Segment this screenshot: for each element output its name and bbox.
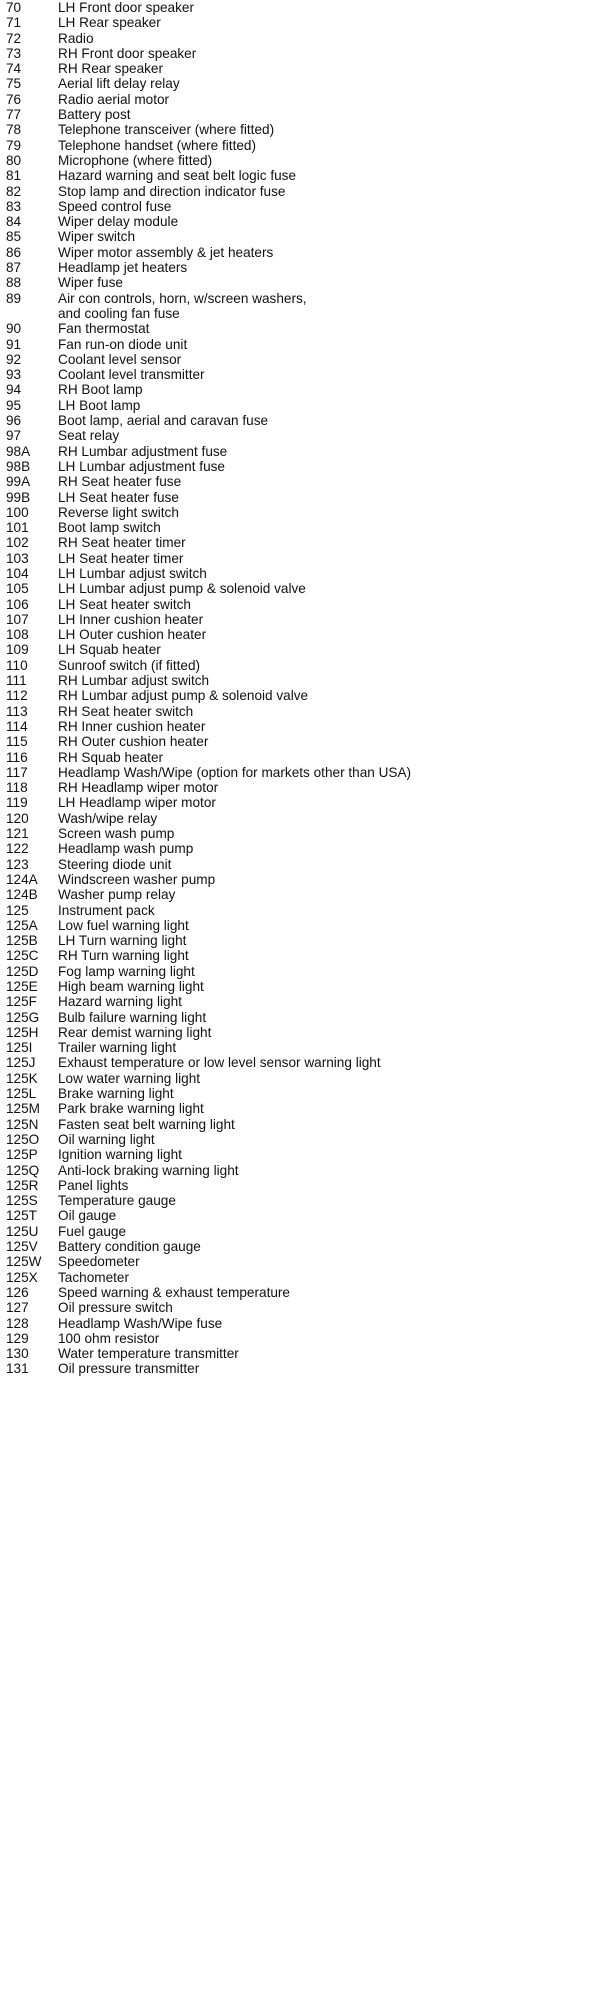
- legend-row: [6, 1055, 606, 1070]
- legend-number: 91: [6, 336, 22, 352]
- legend-description: RH Headlamp wiper motor: [58, 780, 219, 796]
- legend-description: LH Headlamp wiper motor: [58, 795, 216, 811]
- legend-row: [6, 1163, 606, 1178]
- legend-row: [6, 1361, 606, 1376]
- legend-description: RH Rear speaker: [58, 61, 164, 77]
- legend-row: [6, 122, 606, 137]
- legend-number: 125Q: [6, 1162, 40, 1178]
- legend-row: [6, 1117, 606, 1132]
- legend-row: [6, 887, 606, 902]
- legend-row: [6, 1010, 606, 1025]
- legend-row: [6, 490, 606, 505]
- legend-number: 76: [6, 91, 22, 107]
- legend-number: 118: [6, 780, 28, 796]
- legend-description: LH Inner cushion heater: [58, 611, 204, 627]
- legend-number: 116: [6, 749, 28, 765]
- legend-description: RH Boot lamp: [58, 382, 143, 398]
- legend-description: Battery condition gauge: [58, 1239, 201, 1255]
- legend-number: 125O: [6, 1131, 40, 1147]
- legend-row: [6, 535, 606, 550]
- legend-description: Rear demist warning light: [58, 1024, 212, 1040]
- legend-number: 113: [6, 703, 28, 719]
- legend-row: [6, 765, 606, 780]
- legend-number: 78: [6, 122, 22, 138]
- legend-description: LH Turn warning light: [58, 933, 187, 949]
- legend-number: 125D: [6, 963, 39, 979]
- legend-description: RH Turn warning light: [58, 948, 189, 964]
- legend-number: 74: [6, 61, 22, 77]
- legend-row: [6, 642, 606, 657]
- legend-description: Steering diode unit: [58, 856, 172, 872]
- legend-row: [6, 826, 606, 841]
- legend-description: RH Lumbar adjustment fuse: [58, 443, 228, 459]
- legend-row: [6, 1071, 606, 1086]
- legend-number: 124A: [6, 871, 38, 887]
- legend-number: 125P: [6, 1147, 38, 1163]
- legend-description: RH Front door speaker: [58, 45, 197, 61]
- legend-number: 102: [6, 535, 29, 551]
- legend-description: LH Rear speaker: [58, 15, 161, 31]
- legend-number: 104: [6, 565, 29, 581]
- legend-number: 100: [6, 504, 29, 520]
- legend-row: [6, 551, 606, 566]
- legend-number: 79: [6, 137, 22, 153]
- legend-number: 125F: [6, 994, 37, 1010]
- legend-description: Instrument pack: [58, 902, 155, 918]
- legend-description: Wash/wipe relay: [58, 810, 158, 826]
- legend-row: [6, 734, 606, 749]
- legend-number: 73: [6, 45, 22, 61]
- legend-row: [6, 92, 606, 107]
- legend-number: 125S: [6, 1193, 38, 1209]
- legend-number: 110: [6, 657, 28, 673]
- legend-description: LH Squab heater: [58, 642, 161, 658]
- legend-row: [6, 1193, 606, 1208]
- legend-number: 89: [6, 290, 22, 306]
- legend-description: Trailer warning light: [58, 1040, 177, 1056]
- legend-row: [6, 1270, 606, 1285]
- legend-row: [6, 505, 606, 520]
- legend-number: 125I: [6, 1040, 33, 1056]
- legend-description: Fog lamp warning light: [58, 963, 195, 979]
- legend-number: 127: [6, 1300, 29, 1316]
- legend-row: [6, 444, 606, 459]
- legend-row: [6, 382, 606, 397]
- legend-description: RH Lumbar adjust pump & solenoid valve: [58, 688, 309, 704]
- legend-description: Fan run-on diode unit: [58, 336, 188, 352]
- legend-number: 131: [6, 1361, 29, 1377]
- legend-description: LH Seat heater switch: [58, 596, 191, 612]
- legend-description: Telephone transceiver (where fitted): [58, 122, 275, 138]
- legend-row: [6, 1300, 606, 1315]
- legend-description: Low water warning light: [58, 1070, 201, 1086]
- legend-number: 98A: [6, 443, 31, 459]
- legend-row: [6, 199, 606, 214]
- legend-description: Oil warning light: [58, 1131, 155, 1147]
- legend-description: Headlamp Wash/Wipe fuse: [58, 1315, 223, 1331]
- legend-row: [6, 1224, 606, 1239]
- legend-number: 125J: [6, 1055, 36, 1071]
- legend-row: [6, 750, 606, 765]
- legend-number: 83: [6, 198, 22, 214]
- legend-row: [6, 1132, 606, 1147]
- legend-number: 125E: [6, 979, 38, 994]
- legend-number: 125M: [6, 1101, 41, 1117]
- legend-description: Boot lamp switch: [58, 520, 161, 536]
- legend-row: [6, 76, 606, 91]
- legend-number: 125N: [6, 1116, 39, 1132]
- legend-description: Fuel gauge: [58, 1223, 127, 1239]
- legend-row: [6, 1086, 606, 1101]
- legend-description: LH Lumbar adjustment fuse: [58, 458, 225, 474]
- legend-description: Wiper switch: [58, 229, 136, 245]
- legend-number: 120: [6, 810, 29, 826]
- legend-row: [6, 138, 606, 153]
- legend-description: Headlamp wash pump: [58, 841, 194, 857]
- legend-row: [6, 352, 606, 367]
- legend-description: RH Inner cushion heater: [58, 718, 206, 734]
- legend-number: 125X: [6, 1269, 38, 1285]
- legend-description: Telephone handset (where fitted): [58, 137, 256, 153]
- legend-description: Speedometer: [58, 1254, 140, 1270]
- legend-description: Microphone (where fitted): [58, 152, 213, 168]
- legend-row: [6, 306, 606, 321]
- legend-number: 126: [6, 1284, 29, 1300]
- legend-description: Hazard warning and seat belt logic fuse: [58, 168, 297, 184]
- legend-row: [6, 780, 606, 795]
- legend-number: 114: [6, 718, 28, 734]
- legend-row: [6, 61, 606, 76]
- legend-description: LH Lumbar adjust pump & solenoid valve: [58, 581, 306, 597]
- legend-row: [6, 1101, 606, 1116]
- legend-row: [6, 994, 606, 1009]
- legend-number: 125K: [6, 1070, 38, 1086]
- legend-row: [6, 31, 606, 46]
- legend-number: 77: [6, 107, 22, 123]
- legend-number: 96: [6, 413, 22, 429]
- legend-row: [6, 1208, 606, 1223]
- legend-row: [6, 872, 606, 887]
- legend-row: [6, 1025, 606, 1040]
- legend-row: [6, 275, 606, 290]
- legend-number: 125G: [6, 1009, 40, 1025]
- legend-row: [6, 1040, 606, 1055]
- legend-number: 125T: [6, 1208, 37, 1224]
- legend-row: [6, 229, 606, 244]
- legend-description: Fan thermostat: [58, 321, 150, 337]
- legend-description: LH Lumbar adjust switch: [58, 565, 207, 581]
- legend-description: Battery post: [58, 107, 131, 123]
- legend-description: Anti-lock braking warning light: [58, 1162, 239, 1178]
- legend-description: LH Front door speaker: [58, 0, 195, 15]
- legend-description: Panel lights: [58, 1177, 129, 1193]
- legend-number: 98B: [6, 458, 31, 474]
- legend-number: 92: [6, 351, 22, 367]
- legend-row: [6, 933, 606, 948]
- legend-row: [6, 184, 606, 199]
- legend-description: Screen wash pump: [58, 826, 175, 842]
- legend-row: [6, 337, 606, 352]
- legend-row: [6, 1285, 606, 1300]
- legend-row: [6, 841, 606, 856]
- legend-row: [6, 795, 606, 810]
- legend-description: Exhaust temperature or low level sensor warning light: [58, 1055, 381, 1071]
- legend-number: 108: [6, 627, 29, 643]
- legend-description: RH Seat heater timer: [58, 535, 186, 551]
- legend-description: Wiper delay module: [58, 214, 179, 230]
- legend-description: Oil gauge: [58, 1208, 117, 1224]
- legend-row: [6, 581, 606, 596]
- legend-number: 124B: [6, 887, 38, 903]
- legend-description: Wiper fuse: [58, 275, 123, 291]
- legend-description: Oil pressure switch: [58, 1300, 173, 1316]
- legend-number: 125L: [6, 1086, 37, 1102]
- legend-row: [6, 1239, 606, 1254]
- legend-number: 90: [6, 321, 22, 337]
- legend-row: [6, 979, 606, 994]
- legend-number: 71: [6, 15, 22, 31]
- legend-number: 121: [6, 826, 29, 842]
- legend-number: 106: [6, 596, 29, 612]
- legend-description: LH Outer cushion heater: [58, 627, 207, 643]
- legend-row: [6, 964, 606, 979]
- legend-number: 128: [6, 1315, 29, 1331]
- legend-description: Headlamp jet heaters: [58, 260, 188, 276]
- legend-description: RH Seat heater fuse: [58, 474, 182, 490]
- legend-number: 125R: [6, 1177, 39, 1193]
- legend-row: [6, 153, 606, 168]
- legend-number: [6, 306, 58, 321]
- legend-description: Bulb failure warning light: [58, 1009, 207, 1025]
- legend-description: Reverse light switch: [58, 504, 179, 520]
- legend-description: Fasten seat belt warning light: [58, 1116, 235, 1132]
- legend-description: Stop lamp and direction indicator fuse: [58, 183, 286, 199]
- legend-row: [6, 428, 606, 443]
- legend-description: Radio aerial motor: [58, 91, 170, 107]
- legend-row: [6, 474, 606, 489]
- legend-row: [6, 811, 606, 826]
- legend-number: 125C: [6, 948, 39, 964]
- legend-number: 107: [6, 611, 29, 627]
- legend-row: [6, 520, 606, 535]
- legend-number: 94: [6, 382, 22, 398]
- legend-number: 75: [6, 76, 22, 92]
- legend-description: Wiper motor assembly & jet heaters: [58, 244, 274, 260]
- legend-row: [6, 1147, 606, 1162]
- legend-number: 95: [6, 397, 22, 413]
- legend-number: 125H: [6, 1024, 39, 1040]
- legend-row: [6, 46, 606, 61]
- legend-number: 81: [6, 168, 22, 184]
- legend-description: Tachometer: [58, 1269, 130, 1285]
- legend-description: RH Outer cushion heater: [58, 734, 209, 750]
- legend-description: Radio: [58, 30, 94, 46]
- legend-row: [6, 413, 606, 428]
- legend-row: [6, 214, 606, 229]
- legend-description: Speed warning & exhaust temperature: [58, 1284, 290, 1300]
- legend-row: [6, 704, 606, 719]
- legend-number: 125V: [6, 1239, 38, 1255]
- legend-description: LH Boot lamp: [58, 397, 141, 413]
- legend-number: 80: [6, 152, 22, 168]
- legend-number: 88: [6, 275, 22, 291]
- legend-row: [6, 719, 606, 734]
- legend-number: 125B: [6, 933, 38, 949]
- legend-number: 72: [6, 30, 22, 46]
- legend-description: Washer pump relay: [58, 887, 176, 903]
- legend-description: Headlamp Wash/Wipe (option for markets other than USA): [58, 764, 412, 780]
- legend-row: [6, 1331, 606, 1346]
- legend-row: [6, 15, 606, 30]
- legend-row: [6, 168, 606, 183]
- legend-description: Windscreen washer pump: [58, 871, 216, 887]
- legend-number: 86: [6, 244, 22, 260]
- legend-row: [6, 688, 606, 703]
- legend-number: 99A: [6, 474, 31, 490]
- legend-number: 119: [6, 795, 28, 811]
- legend-row: [6, 597, 606, 612]
- legend-number: 117: [6, 764, 28, 780]
- legend-row: [6, 245, 606, 260]
- legend-row: [6, 673, 606, 688]
- legend-description: Air con controls, horn, w/screen washers,: [58, 290, 307, 306]
- legend-description: Brake warning light: [58, 1086, 174, 1102]
- legend-row: [6, 612, 606, 627]
- legend-description: and cooling fan fuse: [58, 305, 180, 321]
- legend-description: Ignition warning light: [58, 1147, 182, 1163]
- legend-number: 125A: [6, 917, 38, 933]
- legend-description: RH Seat heater switch: [58, 703, 194, 719]
- legend-description: Hazard warning light: [58, 994, 182, 1010]
- legend-description: Sunroof switch (if fitted): [58, 657, 201, 673]
- legend-number: 105: [6, 581, 29, 597]
- legend-row: [6, 1254, 606, 1269]
- legend-number: 123: [6, 856, 29, 872]
- legend-number: 125W: [6, 1254, 42, 1270]
- legend-row: [6, 459, 606, 474]
- legend-row: [6, 398, 606, 413]
- legend-row: [6, 291, 606, 306]
- legend-description: Aerial lift delay relay: [58, 76, 180, 92]
- legend-row: [6, 857, 606, 872]
- legend-row: [6, 367, 606, 382]
- legend-number: 129: [6, 1330, 29, 1346]
- legend-number: 99B: [6, 489, 31, 505]
- legend-row: [6, 658, 606, 673]
- legend-number: 122: [6, 841, 29, 857]
- legend-row: [6, 321, 606, 336]
- legend-description: 100 ohm resistor: [58, 1330, 160, 1346]
- legend-description: RH Lumbar adjust switch: [58, 673, 210, 689]
- legend-number: 130: [6, 1346, 29, 1362]
- legend-description: Coolant level transmitter: [58, 367, 205, 383]
- legend-description: RH Squab heater: [58, 749, 164, 765]
- legend-number: 101: [6, 520, 29, 536]
- legend-number: 112: [6, 688, 28, 704]
- legend-description: Water temperature transmitter: [58, 1346, 239, 1362]
- legend-row: [6, 948, 606, 963]
- legend-description: Coolant level sensor: [58, 351, 182, 367]
- legend-row: [6, 1178, 606, 1193]
- legend-row: [6, 627, 606, 642]
- legend-number: 85: [6, 229, 22, 245]
- legend-row: [6, 918, 606, 933]
- legend-row: [6, 107, 606, 122]
- legend-description: Boot lamp, aerial and caravan fuse: [58, 413, 269, 429]
- legend-description: Park brake warning light: [58, 1101, 204, 1117]
- legend-row: [6, 566, 606, 581]
- legend-description: LH Seat heater timer: [58, 550, 184, 566]
- legend-number: 125U: [6, 1223, 39, 1239]
- legend-description: Speed control fuse: [58, 198, 172, 214]
- legend-description: LH Seat heater fuse: [58, 489, 179, 505]
- legend-row: [6, 1316, 606, 1331]
- legend-description: Low fuel warning light: [58, 917, 189, 933]
- legend-number: 109: [6, 642, 29, 658]
- legend-row: [6, 1346, 606, 1361]
- legend-description: High beam warning light: [58, 979, 204, 994]
- legend-number: 111: [6, 673, 27, 689]
- legend-row: [6, 903, 606, 918]
- legend-number: 93: [6, 367, 22, 383]
- legend-number: 125: [6, 902, 29, 918]
- component-legend-list: [6, 0, 606, 1377]
- legend-description: Oil pressure transmitter: [58, 1361, 200, 1377]
- legend-number: 87: [6, 260, 22, 276]
- legend-description: Seat relay: [58, 428, 120, 444]
- legend-row: [6, 260, 606, 275]
- legend-description: Temperature gauge: [58, 1193, 176, 1209]
- legend-number: 70: [6, 0, 22, 15]
- legend-number: 115: [6, 734, 28, 750]
- legend-number: 97: [6, 428, 22, 444]
- legend-row: [6, 0, 606, 15]
- legend-number: 82: [6, 183, 22, 199]
- legend-number: 84: [6, 214, 22, 230]
- legend-number: 103: [6, 550, 29, 566]
